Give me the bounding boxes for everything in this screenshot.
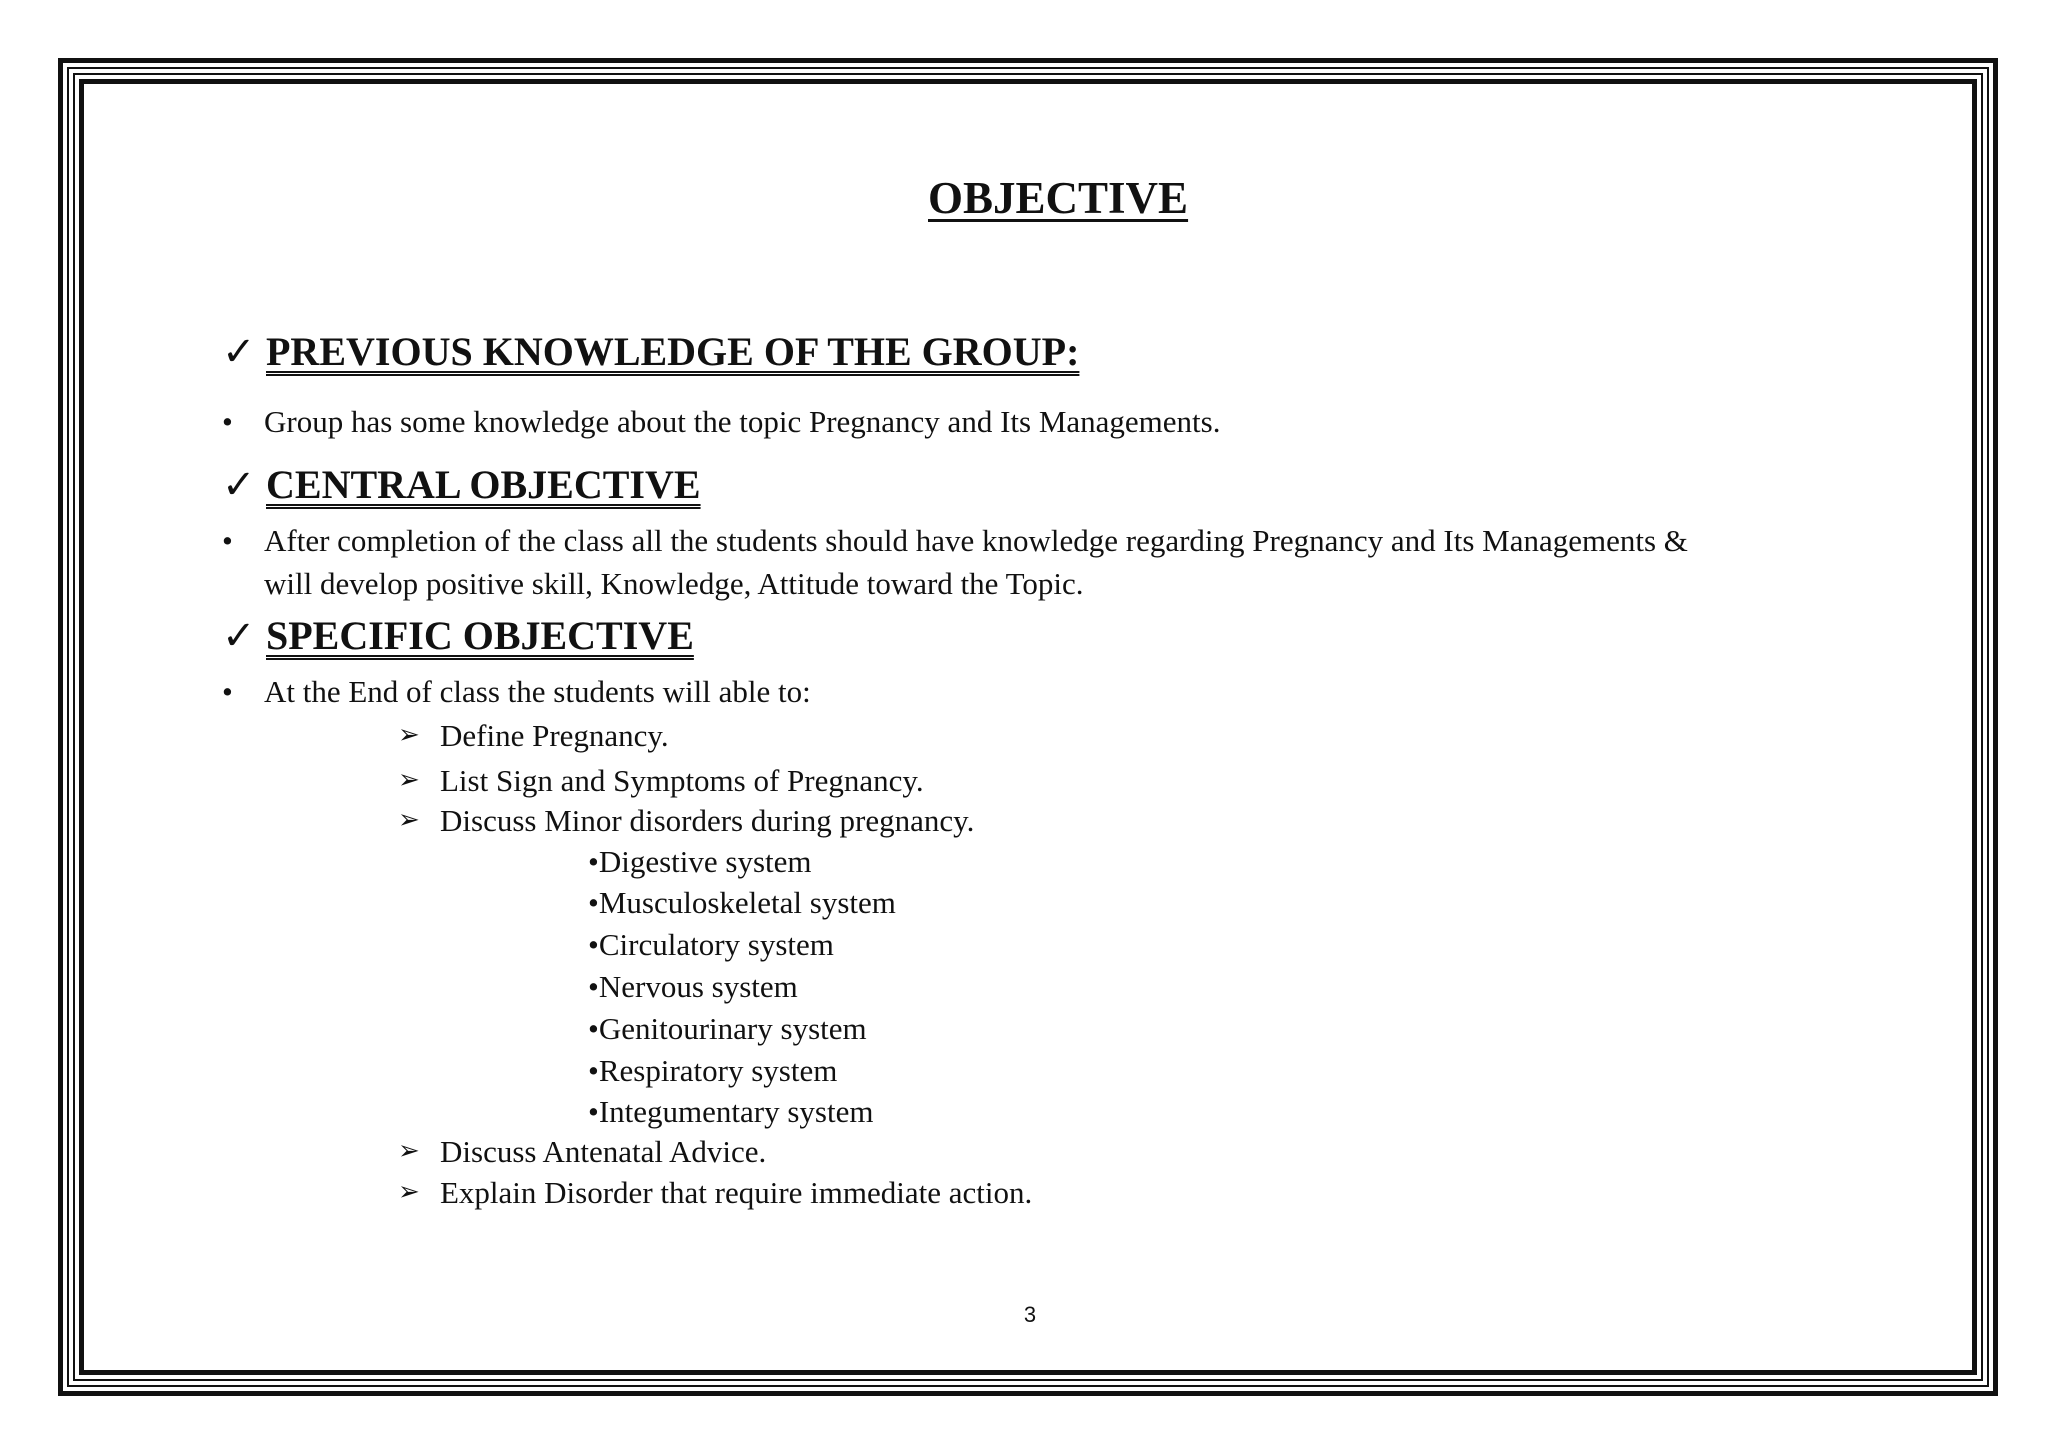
item-text: Integumentary system bbox=[598, 1094, 874, 1129]
heading-text: PREVIOUS KNOWLEDGE OF THE GROUP: bbox=[266, 329, 1080, 374]
check-icon: ✓ bbox=[222, 613, 256, 658]
system-item bbox=[588, 1013, 867, 1044]
bullet-icon: • bbox=[222, 674, 233, 709]
central-objective-heading bbox=[222, 462, 701, 507]
bullet-icon: • bbox=[588, 969, 599, 1004]
specific-objective-heading bbox=[222, 613, 694, 658]
item-text: Discuss Antenatal Advice. bbox=[440, 1134, 767, 1169]
arrow-bullet-icon: ➢ bbox=[398, 805, 420, 834]
system-item bbox=[588, 1055, 837, 1086]
system-item bbox=[588, 1096, 874, 1127]
system-item bbox=[588, 846, 812, 877]
bullet-icon: • bbox=[222, 404, 233, 439]
bullet-icon: • bbox=[588, 1011, 599, 1046]
arrow-bullet-icon: ➢ bbox=[398, 765, 420, 794]
item-text: Circulatory system bbox=[598, 927, 834, 962]
previous-knowledge-heading bbox=[222, 329, 1080, 374]
item-text: Digestive system bbox=[598, 844, 812, 879]
item-text: Discuss Minor disorders during pregnancy. bbox=[440, 803, 975, 838]
bullet-icon: • bbox=[222, 523, 233, 558]
page-number: 3 bbox=[1023, 1302, 1037, 1327]
item-text: Musculoskeletal system bbox=[598, 885, 896, 920]
item-text: Explain Disorder that require immediate action. bbox=[440, 1175, 1033, 1210]
bullet-icon: • bbox=[588, 1053, 599, 1088]
item-text: List Sign and Symptoms of Pregnancy. bbox=[440, 763, 924, 798]
item-text: At the End of class the students will able to: bbox=[264, 674, 811, 709]
central-objective-continuation: will develop positive skill, Knowledge, Attitude toward the Topic. bbox=[264, 566, 1084, 601]
bullet-icon: • bbox=[588, 844, 599, 879]
item-text: Group has some knowledge about the topic Pregnancy and Its Managements. bbox=[264, 404, 1221, 439]
arrow-bullet-icon: ➢ bbox=[398, 1136, 420, 1165]
page-title: OBJECTIVE bbox=[928, 173, 1189, 223]
item-text: Respiratory system bbox=[598, 1053, 838, 1088]
arrow-bullet-icon: ➢ bbox=[398, 720, 420, 749]
bullet-icon: • bbox=[588, 927, 599, 962]
check-icon: ✓ bbox=[222, 462, 256, 507]
system-item bbox=[588, 887, 896, 918]
check-icon: ✓ bbox=[222, 329, 256, 374]
system-item bbox=[588, 971, 798, 1002]
bullet-icon: • bbox=[588, 885, 599, 920]
heading-text: SPECIFIC OBJECTIVE bbox=[266, 613, 694, 658]
item-text: Nervous system bbox=[598, 969, 798, 1004]
arrow-bullet-icon: ➢ bbox=[398, 1177, 420, 1206]
item-text: Genitourinary system bbox=[598, 1011, 867, 1046]
bullet-icon: • bbox=[588, 1094, 599, 1129]
item-text: Define Pregnancy. bbox=[440, 718, 669, 753]
heading-text: CENTRAL OBJECTIVE bbox=[266, 462, 701, 507]
system-item bbox=[588, 929, 834, 960]
item-text: After completion of the class all the students should have knowledge regarding Pregnancy and Its Managements & bbox=[264, 523, 1688, 558]
